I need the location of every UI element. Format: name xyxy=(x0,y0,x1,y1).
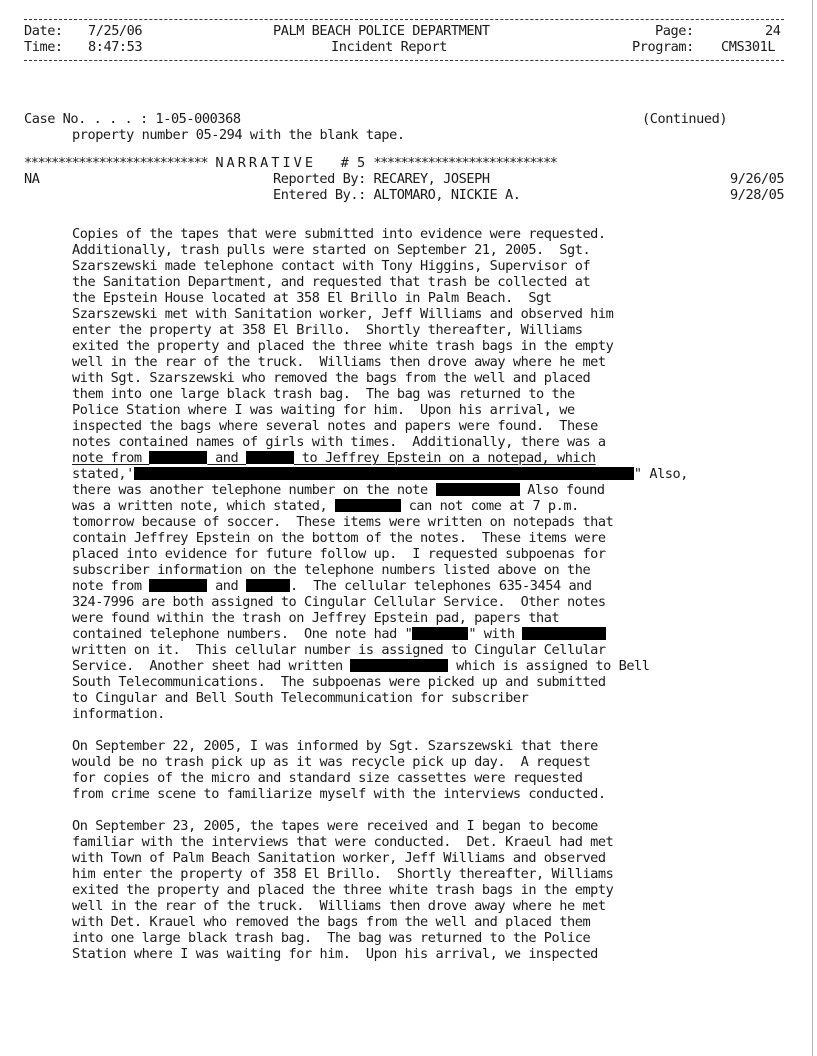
text-line: Service. Another sheet had written which is assigned to Bell xyxy=(72,658,650,674)
text-line: South Telecommunications. The subpoenas were picked up and submitted xyxy=(72,674,606,690)
text-line: them into one large black trash bag. The bag was returned to the xyxy=(72,386,575,402)
text-line: On September 23, 2005, the tapes were received and I began to become xyxy=(72,818,598,834)
text-line: from crime scene to familiarize myself with the interviews conducted. xyxy=(72,786,606,802)
text-line: was a written note, which stated, can not come at 7 p.m. xyxy=(72,498,579,514)
entered-by: Entered By.: ALTOMARO, NICKIE A. xyxy=(273,187,521,203)
text-line: note from and . The cellular telephones 635-3454 and xyxy=(72,578,592,594)
carry-over-line: property number 05-294 with the blank tape. xyxy=(72,127,405,143)
text-line: Station where I was waiting for him. Upon his arrival, we inspected xyxy=(72,946,598,962)
narrative-stars-right: *************************** xyxy=(373,155,557,171)
text-line: note from and to Jeffrey Epstein on a notepad, which xyxy=(72,450,596,466)
time-label: Time: xyxy=(24,39,63,55)
narrative-stars-left: *************************** xyxy=(24,155,208,171)
text-line: subscriber information on the telephone numbers listed above on the xyxy=(72,562,591,578)
continued-label: (Continued) xyxy=(642,111,728,127)
redaction-box xyxy=(134,467,634,480)
reported-by: Reported By: RECAREY, JOSEPH xyxy=(273,171,490,187)
text-line: with Sgt. Szarszewski who removed the bags from the well and placed xyxy=(72,370,591,386)
text-line: exited the property and placed the three white trash bags in the empty xyxy=(72,338,614,354)
text-line: the Sanitation Department, and requested that trash be collected at xyxy=(72,274,591,290)
text-line: Police Station where I was waiting for him. Upon his arrival, we xyxy=(72,402,575,418)
redaction-box xyxy=(335,499,401,512)
text-line: to Cingular and Bell South Telecommunication for subscriber xyxy=(72,690,529,706)
narrative-banner xyxy=(24,155,794,171)
page-edge-line xyxy=(812,0,813,1056)
text-line: tomorrow because of soccer. These items were written on notepads that xyxy=(72,514,614,530)
report-date: 7/25/06 xyxy=(88,23,143,39)
header-top-rule xyxy=(24,19,784,20)
date-label: Date: xyxy=(24,23,63,39)
narrative-code: NA xyxy=(24,171,40,187)
text-line: information. xyxy=(72,706,165,722)
text-line: him enter the property of 358 El Brillo. Shortly thereafter, Williams xyxy=(72,866,614,882)
text-line: stated,' " Also, xyxy=(72,466,689,482)
text-line: Copies of the tapes that were submitted into evidence were requested. xyxy=(72,226,606,242)
case-number: Case No. . . . : 1-05-000368 xyxy=(24,111,241,127)
text-line: written on it. This cellular number is assigned to Cingular Cellular xyxy=(72,642,606,658)
program-label: Program: xyxy=(632,39,694,55)
page-label: Page: xyxy=(655,23,694,39)
text-line: enter the property at 358 El Brillo. Shortly thereafter, Williams xyxy=(72,322,583,338)
text-line: contained telephone numbers. One note had " " with xyxy=(72,626,606,642)
entered-date: 9/28/05 xyxy=(730,187,785,203)
text-line: notes contained names of girls with times. Additionally, there was a xyxy=(72,434,606,450)
text-line: well in the rear of the truck. Williams then drove away where he met xyxy=(72,898,606,914)
text-line: there was another telephone number on the note Also found xyxy=(72,482,605,498)
text-line: would be no trash pick up as it was recycle pick up day. A request xyxy=(72,754,591,770)
program-code: CMS301L xyxy=(721,39,776,55)
reported-date: 9/26/05 xyxy=(730,171,785,187)
redaction-box xyxy=(246,579,290,592)
redaction-box xyxy=(149,579,207,592)
text-line: the Epstein House located at 358 El Brillo in Palm Beach. Sgt xyxy=(72,290,552,306)
text-line: Additionally, trash pulls were started on September 21, 2005. Sgt. xyxy=(72,242,591,258)
text-line: with Town of Palm Beach Sanitation worker, Jeff Williams and observed xyxy=(72,850,606,866)
agency-name: PALM BEACH POLICE DEPARTMENT xyxy=(273,23,490,39)
text-line: placed into evidence for future follow up. I requested subpoenas for xyxy=(72,546,606,562)
redaction-box xyxy=(412,627,468,640)
text-line: Szarszewski made telephone contact with Tony Higgins, Supervisor of xyxy=(72,258,591,274)
text-line: inspected the bags where several notes and papers were found. These xyxy=(72,418,598,434)
text-line: for copies of the micro and standard size cassettes were requested xyxy=(72,770,583,786)
text-line: contain Jeffrey Epstein on the bottom of the notes. These items were xyxy=(72,530,606,546)
page-number: 24 xyxy=(765,23,781,39)
header-bottom-rule xyxy=(24,60,784,61)
text-line: into one large black trash bag. The bag was returned to the Police xyxy=(72,930,591,946)
text-line: well in the rear of the truck. Williams then drove away where he met xyxy=(72,354,606,370)
report-time: 8:47:53 xyxy=(88,39,143,55)
report-type: Incident Report xyxy=(331,39,448,55)
text-line: exited the property and placed the three white trash bags in the empty xyxy=(72,882,614,898)
text-line: familiar with the interviews that were conducted. Det. Kraeul had met xyxy=(72,834,614,850)
text-line: On September 22, 2005, I was informed by Sgt. Szarszewski that there xyxy=(72,738,598,754)
text-line: 324-7996 are both assigned to Cingular Cellular Service. Other notes xyxy=(72,594,606,610)
text-line: with Det. Krauel who removed the bags from the well and placed them xyxy=(72,914,591,930)
narrative-number: # 5 xyxy=(340,155,366,171)
text-line: were found within the trash on Jeffrey Epstein pad, papers that xyxy=(72,610,560,626)
redaction-box xyxy=(149,451,207,464)
redaction-box xyxy=(436,483,520,496)
text-line: Szarszewski met with Sanitation worker, Jeff Williams and observed him xyxy=(72,306,614,322)
redaction-box xyxy=(350,659,448,672)
narrative-title: NARRATIVE xyxy=(215,155,317,171)
redaction-box xyxy=(522,627,606,640)
redaction-box xyxy=(246,451,294,464)
